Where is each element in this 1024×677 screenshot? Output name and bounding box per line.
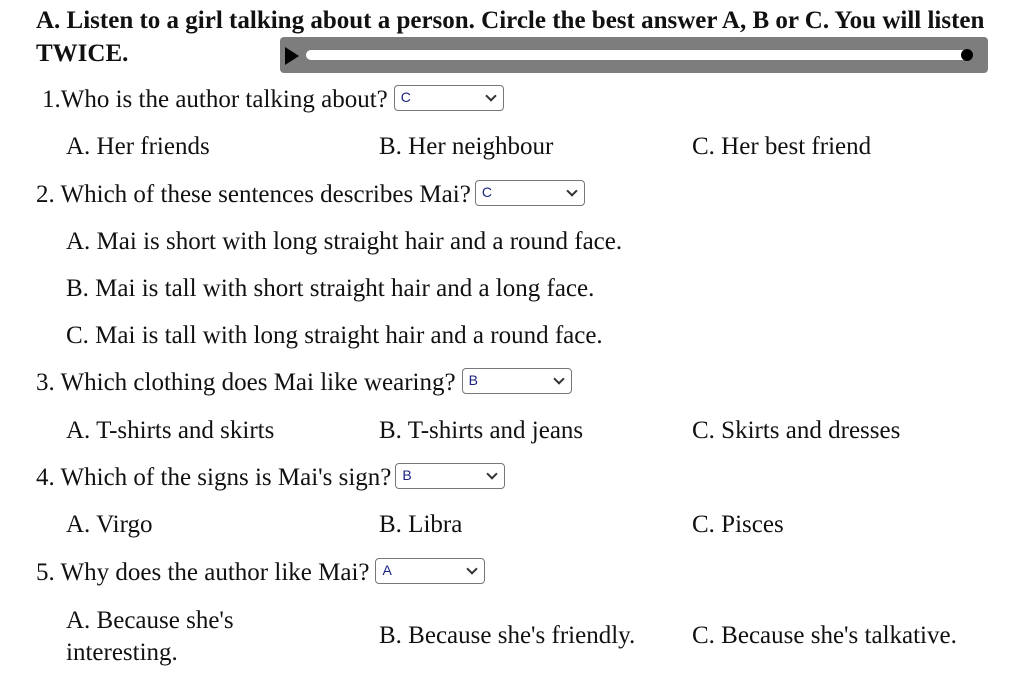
answer-select-4[interactable] [395,463,505,489]
chevron-down-icon [553,374,564,385]
question-4-option-c: C. Pisces [692,511,784,538]
audio-player[interactable] [280,37,988,73]
chevron-down-icon [485,91,496,102]
question-2-option-b: B. Mai is tall with short straight hair and a long face. [66,275,595,302]
question-1-option-a: A. Her friends [66,133,210,160]
answer-select-1[interactable] [394,85,504,111]
question-5-option-b: B. Because she's friendly. [379,622,636,649]
answer-select-1-value: C [400,89,411,106]
question-1-text: 1.Who is the author talking about? [42,86,388,113]
audio-seek-handle[interactable] [961,49,973,61]
question-5-option-c: C. Because she's talkative. [692,622,957,649]
question-3-option-b: B. T-shirts and jeans [379,417,584,444]
question-2-option-a: A. Mai is short with long straight hair and a round face. [66,228,623,255]
question-5-option-a: A. Because she's interesting. [66,607,234,666]
play-icon[interactable] [285,47,299,65]
question-4 [36,462,505,494]
question-3-option-a: A. T-shirts and skirts [66,417,275,444]
answer-select-5-value: A [382,562,392,579]
chevron-down-icon [487,469,498,480]
question-1 [42,84,504,116]
question-2 [36,179,585,211]
question-3-option-c: C. Skirts and dresses [692,417,901,444]
answer-select-5[interactable] [375,558,485,584]
answer-select-2-value: C [481,184,492,201]
question-4-text: 4. Which of the signs is Mai's sign? [36,464,392,491]
question-5-text: 5. Why does the author like Mai? [36,559,370,586]
answer-select-3[interactable] [462,368,572,394]
instructions-heading: A. Listen to a girl talking about a person. Circle the best answer A, B or C. You will listen TWICE. [36,7,985,67]
answer-select-3-value: B [468,372,478,389]
question-3-text: 3. Which clothing does Mai like wearing? [36,369,456,396]
question-5 [36,557,485,589]
question-1-option-c: C. Her best friend [692,133,872,160]
audio-progress-track[interactable] [306,50,970,60]
question-3 [36,367,572,399]
question-4-option-b: B. Libra [379,511,463,538]
chevron-down-icon [566,186,577,197]
chevron-down-icon [467,564,478,575]
answer-select-2[interactable] [475,180,585,206]
question-2-text: 2. Which of these sentences describes Mai? [36,181,471,208]
question-4-option-a: A. Virgo [66,511,153,538]
question-1-option-b: B. Her neighbour [379,133,554,160]
answer-select-4-value: B [402,467,412,484]
question-2-option-c: C. Mai is tall with long straight hair and a round face. [66,322,603,349]
